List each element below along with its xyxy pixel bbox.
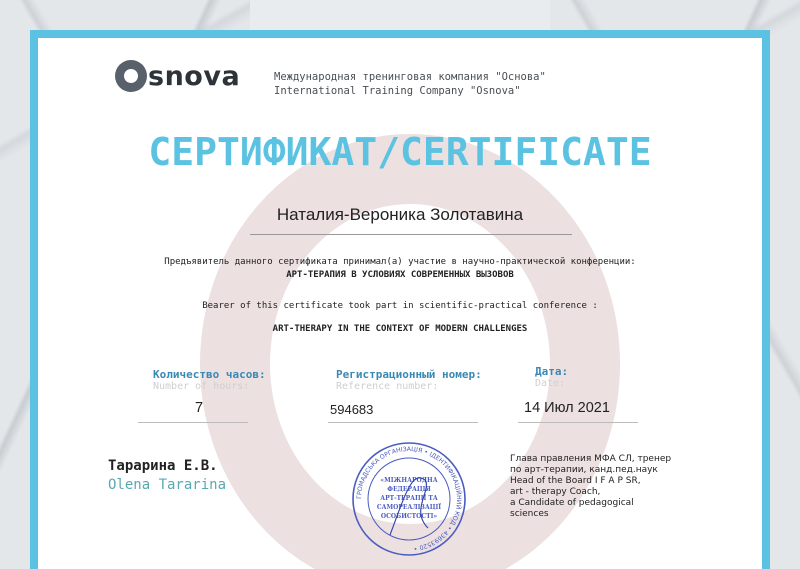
date-underline — [518, 422, 638, 423]
certificate-frame — [30, 30, 770, 569]
logo-o-icon — [115, 60, 147, 92]
hours-label-en: Number of hours: — [153, 381, 250, 392]
stamp-center-line-1: «МІЖНАРОДНА — [380, 477, 438, 484]
stamp-center-line-2: ФЕДЕРАЦІЯ — [387, 486, 431, 493]
statement-ru: Предъявитель данного сертификата принимал(а) участие в научно-практической конференции: — [164, 257, 636, 267]
organization-stamp-icon — [350, 440, 468, 558]
role-line-5: a Candidate of pedagogical — [510, 498, 634, 508]
date-value: 14 Июл 2021 — [524, 400, 610, 416]
reference-value: 594683 — [330, 402, 374, 417]
role-line-6: sciences — [510, 509, 549, 519]
stamp-center-line-4: САМОРЕАЛІЗАЦІЇ — [376, 504, 442, 511]
role-line-3: Head of the Board I F A P SR, — [510, 476, 641, 486]
certificate-title: СЕРТИФИКАТ/CERTIFICATE — [148, 130, 652, 174]
company-name-ru: Международная тренинговая компания "Основа" — [274, 71, 546, 83]
role-line-1: Глава правления МФА СЛ, тренер — [510, 454, 672, 464]
name-underline — [250, 234, 572, 235]
signatory-role — [510, 454, 710, 520]
certificate-card — [38, 38, 762, 569]
hours-underline — [138, 422, 248, 423]
statement-en: Bearer of this certificate took part in scientific-practical conference : — [202, 301, 598, 311]
role-line-4: art - therapy Coach, — [510, 487, 601, 497]
stamp-ring-text: ГРОМАДСЬКА ОРГАНІЗАЦІЯ • ІДЕНТИФІКАЦІЙНИЙ КОД • 43693520 • — [355, 445, 463, 552]
role-line-2: по арт-терапии, канд.пед.наук — [510, 465, 658, 475]
conference-title-ru: АРТ-ТЕРАПИЯ В УСЛОВИЯХ СОВРЕМЕННЫХ ВЫЗОВОВ — [286, 270, 514, 280]
signatory-name-en: Olena Tararina — [108, 477, 227, 493]
company-name — [274, 70, 546, 98]
signatory-name-ru: Тарарина Е.В. — [108, 458, 218, 474]
stamp-center-line-5: ОСОБИСТОСТІ» — [380, 513, 438, 520]
date-label-ru: Дата: — [535, 365, 569, 378]
stamp-center-line-3: АРТ-ТЕРАПІЇ ТА — [380, 495, 438, 502]
reference-underline — [328, 422, 478, 423]
osnova-logo — [115, 60, 240, 92]
hours-label-ru: Количество часов: — [153, 368, 266, 381]
company-name-en: International Training Company "Osnova" — [274, 85, 521, 97]
conference-title-en: ART-THERAPY IN THE CONTEXT OF MODERN CHALLENGES — [272, 324, 528, 334]
reference-label-en: Reference number: — [336, 381, 439, 392]
logo-text: snova — [148, 60, 241, 92]
hours-value: 7 — [195, 400, 204, 416]
reference-label-ru: Регистрационный номер: — [336, 368, 482, 381]
recipient-name: Наталия-Вероника Золотавина — [276, 205, 524, 224]
date-label-en: Date: — [535, 378, 566, 389]
